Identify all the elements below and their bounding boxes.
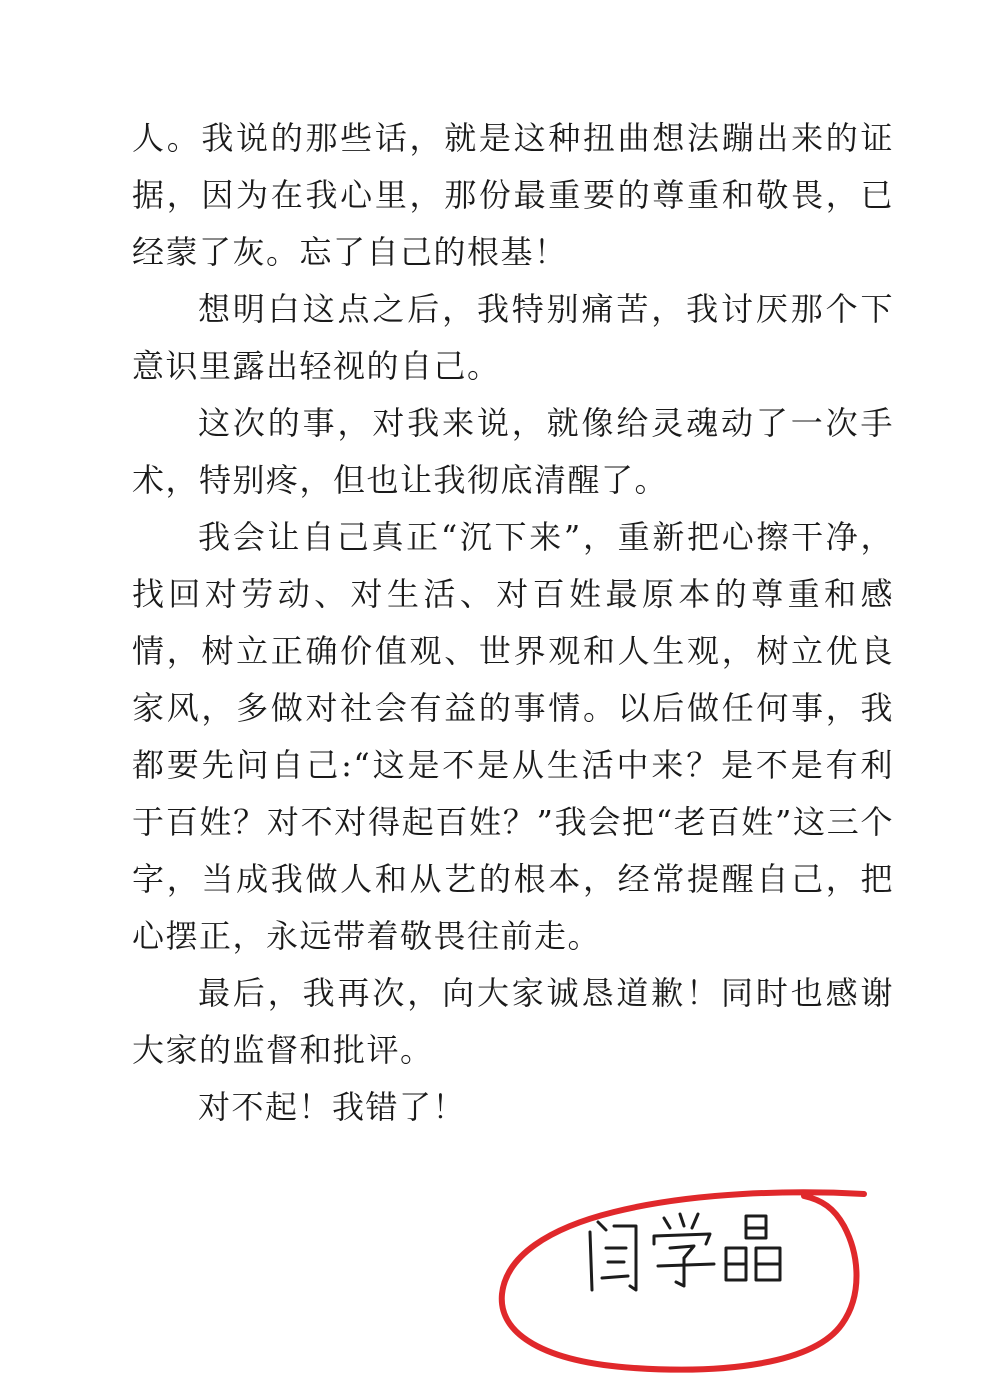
paragraph: 人。我说的那些话，就是这种扭曲想法蹦出来的证据，因为在我心里，那份最重要的尊重和敬畏，已经蒙了灰。忘了自己的根基！ <box>132 119 894 271</box>
handwritten-signature <box>590 1214 780 1290</box>
signature-graphic <box>494 1186 874 1376</box>
paragraph: 对不起！我错了！ <box>198 1088 467 1126</box>
paragraph: 想明白这点之后，我特别痛苦，我讨厌那个下意识里露出轻视的自己。 <box>132 290 894 385</box>
paragraph: 这次的事，对我来说，就像给灵魂动了一次手术，特别疼，但也让我彻底清醒了。 <box>132 404 894 499</box>
paragraph: 我会让自己真正“沉下来”，重新把心擦干净，找回对劳动、对生活、对百姓最原本的尊重和感情，树立正确价值观、世界观和人生观，树立优良家风，多做对社会有益的事情。以后做任何事，我都要先问自己:“这是不是从生活中来？是不是有利于百姓？对不对得起百姓？”我会把“老百姓”这三个字，当成我做人和从艺的根本，经常提醒自己，把心摆正，永远带着敬畏往前走。 <box>132 518 894 955</box>
letter-body <box>132 110 894 1136</box>
signature-area <box>494 1186 874 1376</box>
paragraph: 最后，我再次，向大家诚恳道歉！同时也感谢大家的监督和批评。 <box>132 974 894 1069</box>
